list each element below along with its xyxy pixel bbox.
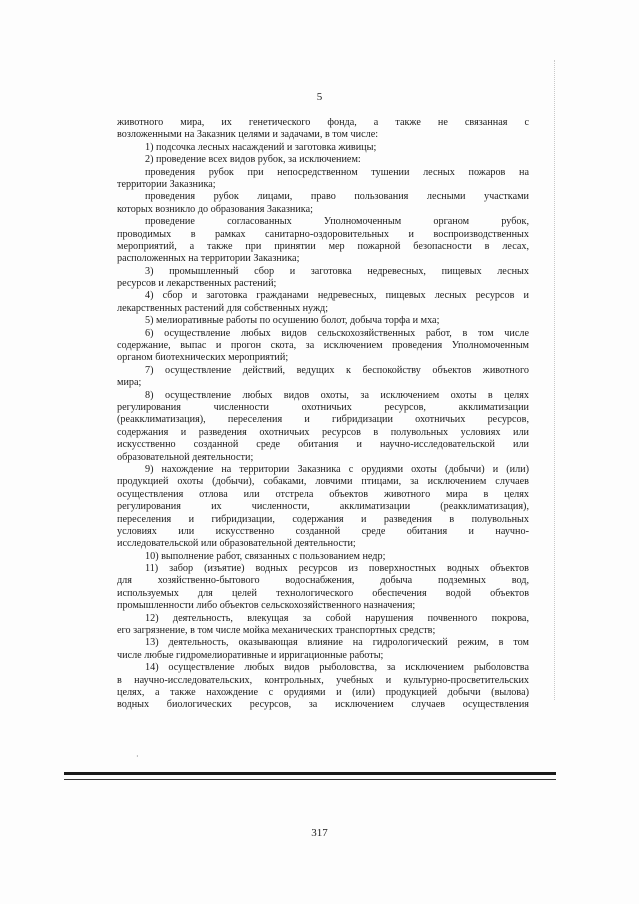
- text-line: проведение согласованных Уполномоченным органом рубок,: [145, 216, 529, 228]
- text-line: для хозяйственно-бытового водоснабжения, добыча подземных вод,: [117, 575, 529, 587]
- scan-mark: ·: [136, 752, 139, 761]
- text-line: переселения и гибридизации, содержания и разведения в полувольных: [117, 513, 529, 525]
- text-line: проведения рубок лицами, право пользования лесными участками: [145, 191, 529, 203]
- text-line: животного мира, их генетического фонда, а также не связанная с: [117, 117, 529, 128]
- text-line: 14) осуществление любых видов рыболовства, за исключением рыболовства: [145, 662, 529, 674]
- body-text: [117, 117, 529, 712]
- text-line: условиях или искусственно созданной среде обитания и научно-: [117, 525, 529, 537]
- text-line: 2) проведение всех видов рубок, за исключением:: [145, 154, 361, 166]
- text-line: 10) выполнение работ, связанных с пользованием недр;: [145, 550, 386, 562]
- text-line: (реакклиматизация), переселения и гибридизации охотничьих ресурсов,: [117, 414, 529, 426]
- text-line: мира;: [117, 377, 142, 389]
- text-line: регулирования численности охотничьих ресурсов, акклиматизации: [117, 401, 529, 413]
- text-line: 3) промышленный сбор и заготовка недревесных, пищевых лесных: [145, 265, 529, 277]
- text-line: содержание, выпас и прогон скота, за исключением проведения Уполномоченным: [117, 340, 529, 352]
- text-line: регулирования их численности, акклиматизации (реакклиматизация),: [117, 501, 529, 513]
- text-line: целях, а также нахождение с орудиями и (или) продукцией добычи (вылова): [117, 686, 529, 698]
- text-line: возложенными на Заказник целями и задачами, в том числе:: [117, 129, 379, 141]
- text-line: территории Заказника;: [117, 178, 216, 190]
- text-line: 11) забор (изъятие) водных ресурсов из поверхностных водных объектов: [145, 563, 529, 575]
- page-number-bottom: 317: [311, 827, 328, 839]
- text-line: 13) деятельность, оказывающая влияние на гидрологический режим, в том: [145, 637, 529, 649]
- text-line: образовательной деятельности;: [117, 451, 254, 463]
- text-line: 4) сбор и заготовка гражданами недревесных, пищевых лесных ресурсов и: [145, 290, 529, 302]
- text-line: в научно-исследовательских, контрольных, учебных и культурно-просветительских: [117, 674, 529, 686]
- text-line: исследовательской или образовательной деятельности;: [117, 538, 356, 550]
- text-line: числе любые гидромелиоративные и ирригационные работы;: [117, 649, 384, 661]
- text-line: промышленности либо объектов сельскохозяйственного назначения;: [117, 600, 416, 612]
- text-line: 9) нахождение на территории Заказника с орудиями охоты (добычи) и (или): [145, 463, 529, 475]
- text-line: 12) деятельность, влекущая за собой нарушения почвенного покрова,: [145, 612, 529, 624]
- text-line: используемых для целей технологического обеспечения водой объектов: [117, 587, 529, 599]
- text-line: 5) мелиоративные работы по осушению болот, добыча торфа и мха;: [145, 315, 440, 327]
- page-number-top: 5: [316, 91, 323, 103]
- text-line: 7) осуществление действий, ведущих к беспокойству объектов животного: [145, 364, 529, 376]
- scan-edge-line: [554, 60, 555, 700]
- text-line: мероприятий, а также при принятии мер пожарной безопасности в лесах,: [117, 240, 529, 252]
- text-line: продукцией охоты (добычи), собаками, ловчими птицами, за исключением случаев: [117, 476, 529, 488]
- text-line: проведения рубок при непосредственном тушении лесных пожаров на: [145, 166, 529, 178]
- separator-rule-thin: [64, 779, 556, 780]
- text-line: водных биологических ресурсов, за исключением случаев осуществления: [117, 699, 529, 711]
- text-line: расположенных на территории Заказника;: [117, 253, 300, 265]
- text-line: 8) осуществление любых видов охоты, за исключением охоты в целях: [145, 389, 529, 401]
- text-line: 1) подсочка лесных насаждений и заготовка живицы;: [145, 141, 377, 153]
- text-line: осуществления отлова или отстрела объектов животного мира в целях: [117, 488, 529, 500]
- text-line: проводимых в рамках санитарно-оздоровительных и воспроизводственных: [117, 228, 529, 240]
- text-line: искусственно созданной среде обитания и научно-исследовательской или: [117, 439, 529, 451]
- text-line: органом биотехнических мероприятий;: [117, 352, 289, 364]
- text-line: лекарственных растений для собственных нужд;: [117, 302, 329, 314]
- text-line: которых возникло до образования Заказника;: [117, 203, 313, 215]
- text-line: 6) осуществление любых видов сельскохозяйственных работ, в том числе: [145, 327, 529, 339]
- text-line: содержания и разведения охотничьих ресурсов в полувольных условиях или: [117, 426, 529, 438]
- separator-rule-thick: [64, 772, 556, 775]
- text-line: его загрязнение, в том числе мойка механических транспортных средств;: [117, 625, 436, 637]
- text-line: ресурсов и лекарственных растений;: [117, 278, 277, 290]
